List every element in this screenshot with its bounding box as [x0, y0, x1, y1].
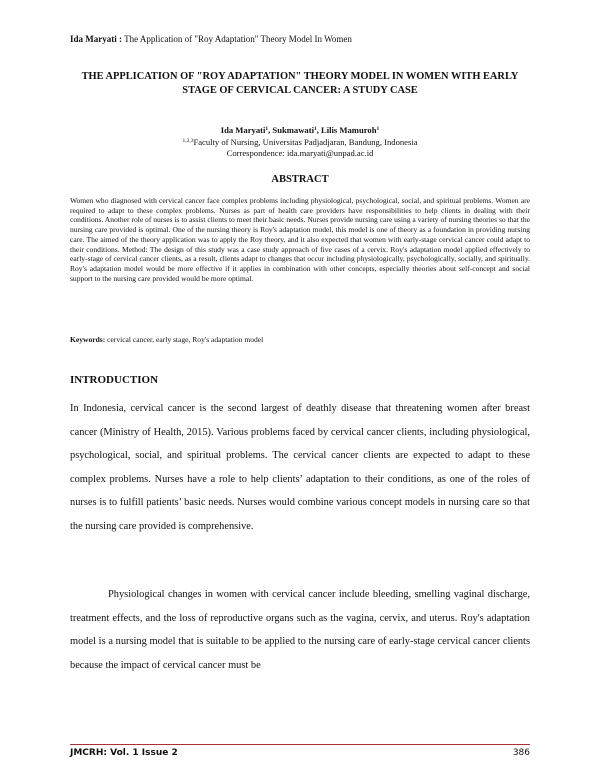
correspondence: Correspondence: ida.maryati@unpad.ac.id	[226, 148, 374, 158]
introduction-paragraph-1: In Indonesia, cervical cancer is the second largest of deathly disease that threatening women after breast cancer (Ministry of Health, 2015). Various problems faced by cervical cancer clients, including physiological, psychological, social, and spiritual problems. The cervical cancer clients are expected to adapt to these complex problems. Nurses have a role to help clients’ adaptation to their conditions, as one of the roles of nurses is to fulfill patients’ basic needs. Nurses would combine various concept models in nursing care so that the nursing care provided is comprehensive.	[70, 403, 530, 532]
paper-title: THE APPLICATION OF "ROY ADAPTATION" THEORY MODEL IN WOMEN WITH EARLY STAGE OF CERVICAL CANCER: A STUDY CASE	[81, 71, 519, 96]
author-name: Ida Maryati	[220, 125, 266, 135]
abstract-heading: ABSTRACT	[271, 174, 329, 185]
author-block	[120, 124, 480, 159]
affiliation	[120, 136, 480, 148]
affiliation-text: Faculty of Nursing, Universitas Padjadjaran, Bandung, Indonesia	[193, 137, 418, 147]
keywords	[70, 335, 530, 345]
author-sup: 1	[313, 126, 317, 132]
introduction-heading: INTRODUCTION	[70, 374, 159, 386]
author-sup: 1	[265, 126, 269, 132]
header-author: Ida Maryati :	[70, 34, 122, 44]
author-name: Lilis Mamuroh	[321, 125, 377, 135]
keywords-list: cervical cancer, early stage, Roy's adaptation model	[105, 335, 264, 344]
footer-rule	[70, 744, 530, 745]
abstract-text: Women who diagnosed with cervical cancer face complex problems including physiological, psychological, social, and spiritual problems. Women are required to adapt to these complex problems. Nurses as part of health care providers have responsibilities to help clients in dealing with their conditions. Another role of nurses is to assist clients to meet their basic needs. Nurses provide nursing care using a variety of nursing theories so that the nursing care provided is optimal. One of the nursing theory is Roy's adaptation model, this model is one of theory as a foundation in providing nursing care. The aimed of the theory application was to apply the Roy theory, and it also expected that women with early-stage cervical cancer could adapt to their conditions. Method: The design of this study was a case study approach of five cases of a cervix. Roy's adaptation model applied effectively to early-stage of cervical cancer clients, as a result, clients adapt to changes that occur including physiologically, psychologically, socially, and spiritually. Roy's adaptation model would be more effective if it applies in combination with other concepts, especially theories about self-concept and social support to the nursing care provided would be more optimal.	[70, 196, 530, 283]
author-sup: 1	[376, 126, 380, 132]
keywords-label: Keywords:	[70, 335, 106, 344]
affiliation-sup: 1,2,3	[182, 138, 194, 144]
author-name: Sukmawati	[272, 125, 314, 135]
running-header	[70, 34, 352, 44]
footer-journal: JMCRH: Vol. 1 Issue 2	[70, 748, 178, 758]
author-names: Ida Maryati$^1$, Sukmawati$^1$, Lilis Mamuroh$^1$	[220, 125, 380, 135]
page-number: 386	[512, 748, 530, 758]
header-running-title: The Application of "Roy Adaptation" Theory Model In Women	[124, 34, 352, 44]
introduction-paragraph-2: Physiological changes in women with cervical cancer include bleeding, smelling vaginal discharge, treatment effects, and the loss of reproductive organs such as the vagina, cervix, and uterus. Roy's adaptation model is a nursing model that is suitable to be applied to the nursing care of early-stage cervical cancer clients because the impact of cervical cancer must be	[70, 589, 530, 671]
